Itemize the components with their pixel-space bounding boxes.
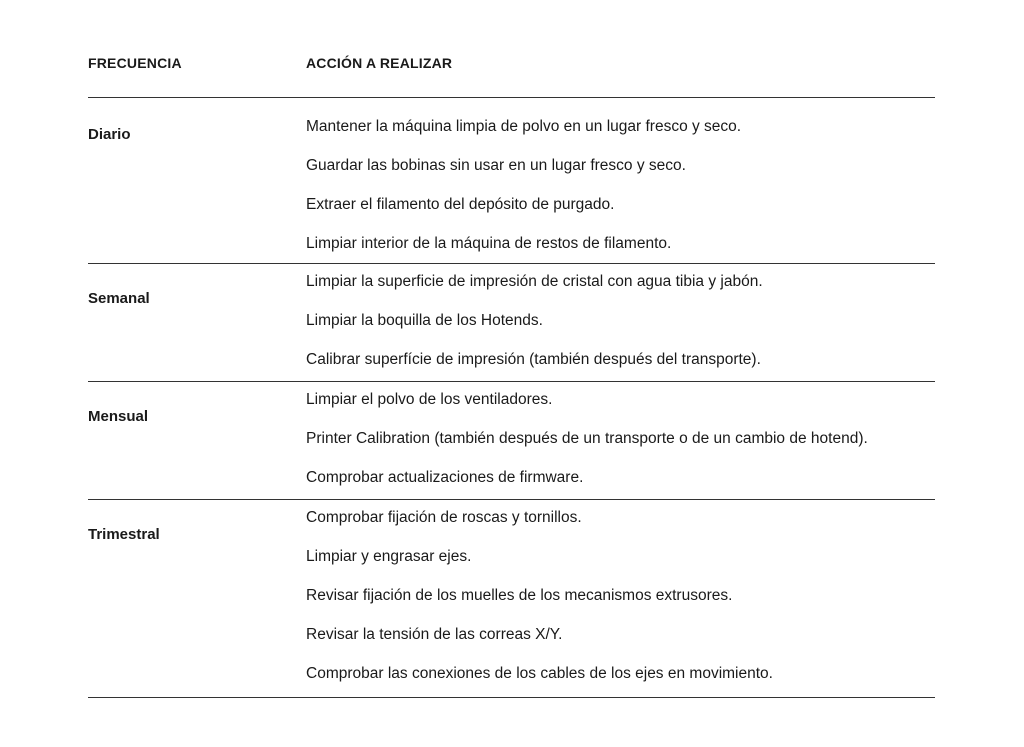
group-divider — [88, 381, 935, 382]
action-list — [306, 118, 741, 274]
action-item: Calibrar superfície de impresión (también después del transporte). — [306, 351, 761, 368]
action-item: Comprobar actualizaciones de firmware. — [306, 469, 584, 486]
action-item: Limpiar el polvo de los ventiladores. — [306, 391, 553, 408]
action-item: Guardar las bobinas sin usar en un lugar fresco y seco. — [306, 157, 686, 174]
header-divider — [88, 97, 935, 98]
action-item: Revisar fijación de los muelles de los mecanismos extrusores. — [306, 587, 733, 604]
action-list — [306, 273, 763, 390]
group-divider — [88, 499, 935, 500]
action-item: Revisar la tensión de las correas X/Y. — [306, 626, 563, 643]
group-divider — [88, 263, 935, 264]
action-item: Extraer el filamento del depósito de purgado. — [306, 196, 615, 213]
table-bottom-rule — [88, 697, 935, 698]
action-item: Comprobar las conexiones de los cables de los ejes en movimiento. — [306, 665, 773, 682]
action-list — [306, 391, 868, 508]
frequency-label: Semanal — [88, 290, 150, 307]
action-item: Limpiar la superficie de impresión de cristal con agua tibia y jabón. — [306, 273, 763, 290]
frequency-label: Mensual — [88, 408, 149, 425]
frequency-label: Trimestral — [88, 526, 160, 543]
action-item: Limpiar y engrasar ejes. — [306, 548, 472, 565]
frequency-label: Diario — [88, 126, 131, 143]
table-header — [88, 55, 935, 75]
action-item: Mantener la máquina limpia de polvo en un lugar fresco y seco. — [306, 118, 742, 135]
action-item: Comprobar fijación de roscas y tornillos. — [306, 509, 582, 526]
frequency-column-header: FRECUENCIA — [88, 55, 182, 71]
action-item: Limpiar interior de la máquina de restos de filamento. — [306, 235, 672, 252]
action-item: Printer Calibration (también después de un transporte o de un cambio de hotend). — [306, 430, 868, 447]
action-item: Limpiar la boquilla de los Hotends. — [306, 312, 543, 329]
action-column-header: ACCIÓN A REALIZAR — [306, 55, 453, 71]
action-list — [306, 509, 773, 704]
